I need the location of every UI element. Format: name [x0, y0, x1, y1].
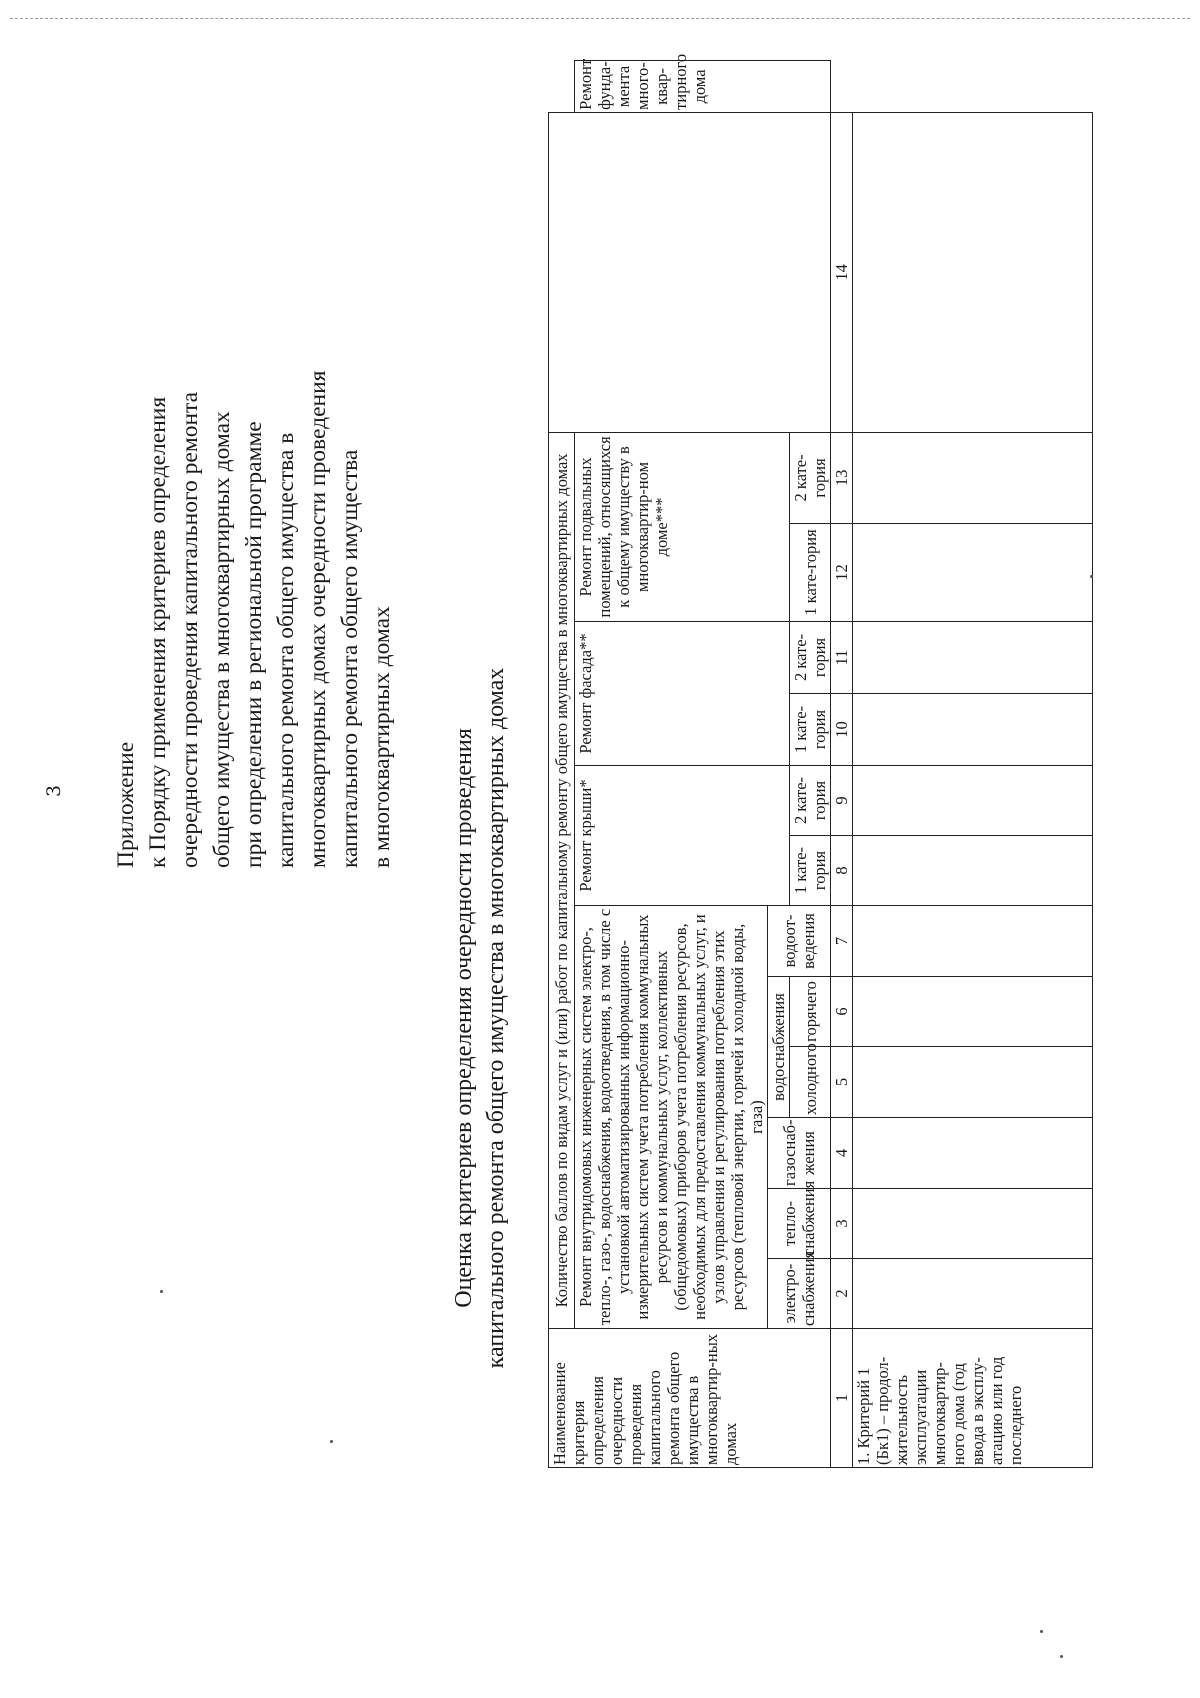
column-14-blank-header: [549, 112, 831, 432]
heat-header: тепло-снабжения: [768, 1189, 831, 1259]
scan-speck: [1040, 1630, 1043, 1633]
col-number: 14: [831, 112, 853, 432]
col-number: 12: [831, 524, 853, 622]
roof-cat2: 2 кате-гория: [790, 766, 831, 836]
facade-header: Ремонт фасада**: [575, 622, 790, 766]
appendix-line: при определении в региональной программе: [241, 421, 267, 868]
col-number: 4: [831, 1118, 853, 1189]
col-number: 10: [831, 694, 853, 766]
criterion-1-label: 1. Критерий 1 (Бк1) – продол-жительность эксплуатации многоквартир-ного дома (год ввода в эксплу-атацию или год последнего: [853, 1329, 1093, 1468]
col-number: 13: [831, 432, 853, 523]
appendix-line: в многоквартирных домах: [369, 606, 395, 868]
gas-header: газоснаб-жения: [768, 1118, 831, 1189]
document-title: [448, 468, 512, 1568]
table-cell: [853, 766, 1093, 836]
table-cell: [853, 524, 1093, 622]
col-number: 1: [831, 1329, 853, 1468]
table-cell: [853, 112, 1093, 432]
table-cell: [853, 1189, 1093, 1259]
scan-speck: [160, 1290, 163, 1293]
table-cell: [853, 622, 1093, 694]
table-cell: [853, 694, 1093, 766]
col-number: 9: [831, 766, 853, 836]
col-number: 7: [831, 906, 853, 977]
col-number: 6: [831, 977, 853, 1047]
appendix-line: капитального ремонта общего имущества: [337, 449, 363, 868]
table-cell: [853, 836, 1093, 906]
basement-cat2: 2 кате-гория: [790, 432, 831, 523]
foundation-header: Ремонт фунда-мента много-квар-тирного дома: [575, 61, 831, 113]
basement-header: Ремонт подвальных помещений, относящихся к общему имуществу в многоквартир-ном доме***: [575, 432, 790, 621]
col-number: 5: [831, 1047, 853, 1118]
facade-cat1: 1 кате-гория: [790, 694, 831, 766]
roof-header: Ремонт крыши*: [575, 766, 790, 906]
table-cell: [853, 1047, 1093, 1118]
table-cell: [853, 906, 1093, 977]
title-line: капитального ремонта общего имущества в многоквартирных домах: [483, 667, 509, 1369]
facade-cat2: 2 кате-гория: [790, 622, 831, 694]
appendix-line: общего имущества в многоквартирных домах: [209, 411, 235, 868]
col-number: 8: [831, 836, 853, 906]
group-header: Количество баллов по видам услуг и (или) работ по капитальному ремонту общего имущества в многоквартирных домах: [549, 432, 575, 1328]
water-supply-header: водоснабжения: [768, 977, 790, 1118]
table-cell: [853, 1118, 1093, 1189]
page-number: 3: [43, 784, 65, 798]
scan-speck: [1060, 1655, 1063, 1658]
drainage-header: водоот-ведения: [768, 906, 831, 977]
appendix-line: очередности проведения капитального ремонта: [177, 391, 203, 868]
table-cell: [853, 1259, 1093, 1329]
table-cell: [853, 432, 1093, 523]
hot-water-header: горячего: [790, 977, 831, 1047]
basement-cat1: 1 кате-гория: [790, 524, 831, 622]
appendix-line: к Порядку применения критериев определения: [145, 396, 171, 868]
col-number: 2: [831, 1259, 853, 1329]
appendix-line: капитального ремонта общего имущества в: [273, 432, 299, 868]
criteria-table: [548, 53, 1093, 1468]
table-cell: [853, 977, 1093, 1047]
appendix-header: [110, 68, 398, 868]
appendix-line: Приложение: [113, 741, 139, 868]
scan-speck: [330, 1440, 333, 1443]
col-number: 3: [831, 1189, 853, 1259]
scan-speck: [1090, 575, 1093, 578]
appendix-line: многоквартирных домах очередности проведения: [305, 370, 331, 868]
engineering-systems-header: Ремонт внутридомовых инженерных систем электро-, тепло-, газо-, водоснабжения, водоотведения, в том числе с установкой автоматизированных информационно-измерительных систем учета потребления коммунальных ресурсов и коммунальных услуг, коллективных (общедомовых) приборов учета потребления ресурсов, необходимых для предоставления коммунальных услуг, и узлов управления и регулирования потребления этих ресурсов (тепловой энергии, горячей и холодной воды, газа): [575, 906, 768, 1329]
cold-water-header: холодного: [790, 1047, 831, 1118]
criterion-name-header: Наименование критерия определения очередности проведения капитального ремонта общего имущества в многоквартир-ных домах: [549, 1329, 831, 1468]
col-number: 11: [831, 622, 853, 694]
roof-cat1: 1 кате-гория: [790, 836, 831, 906]
electro-header: электро-снабжения: [768, 1259, 831, 1329]
title-line: Оценка критериев определения очередности проведения: [451, 728, 477, 1308]
